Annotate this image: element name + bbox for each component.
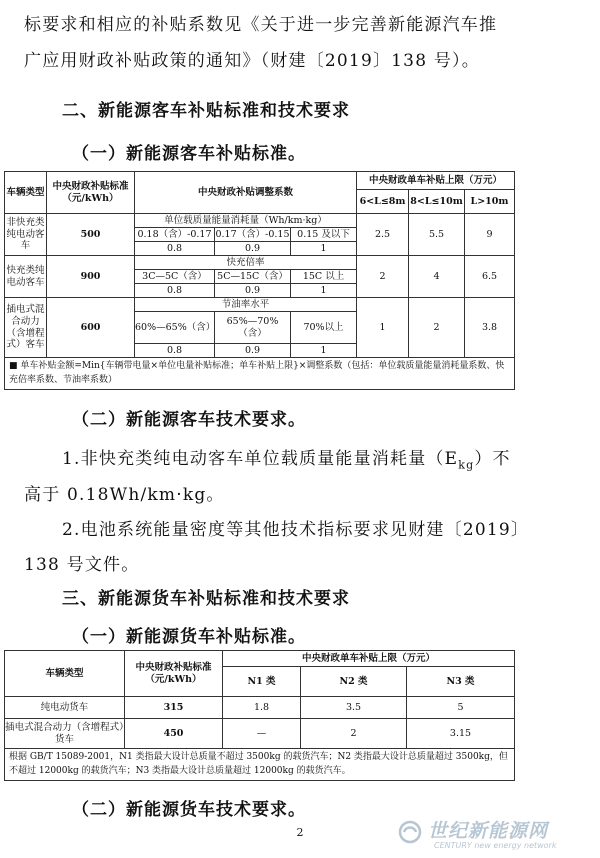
bus-row2-cap-3: 6.5 [465, 256, 515, 298]
truck-header-cap: 中央财政单车补贴上限（万元） [223, 651, 515, 667]
bus-row1-factor-2: 0.9 [215, 242, 291, 256]
bus-row2-standard: 900 [47, 256, 135, 298]
truck-tech-heading: （二）新能源货车技术要求。 [72, 800, 306, 820]
truck-header-n2: N2 类 [301, 667, 407, 697]
swirl-logo-icon [398, 820, 422, 844]
bus-row1-coef-title: 单位载质量能量消耗量（Wh/km·kg） [135, 214, 357, 228]
bus-row2-range-2: 5C—15C（含） [215, 270, 291, 284]
watermark [398, 816, 586, 854]
bus-row2-coef-title: 快充倍率 [135, 256, 357, 270]
bus-standard-heading: （一）新能源客车补贴标准。 [72, 144, 306, 164]
bus-header-len-3: L>10m [465, 190, 515, 214]
bus-row2-range-3: 15C 以上 [291, 270, 357, 284]
bus-row2-type: 快充类纯电动客车 [5, 256, 47, 298]
truck-header-n1: N1 类 [223, 667, 301, 697]
bus-subsidy-table [4, 171, 515, 390]
bus-row2-cap-1: 2 [357, 256, 409, 298]
bus-row1-cap-1: 2.5 [357, 214, 409, 256]
truck-table-note: 根据 GB/T 15089-2001，N1 类指最大设计总质量不超过 3500kg 的载货汽车；N2 类指最大设计总质量超过 3500kg，但不超过 12000kg 的载货汽车；N3 类指最大设计总质量超过 12000kg 的载货汽车。 [5, 749, 515, 781]
bus-row1-type: 非快充类纯电动客车 [5, 214, 47, 256]
bus-header-cap: 中央财政单车补贴上限（万元） [357, 172, 515, 190]
bus-row3-cap-2: 2 [409, 298, 465, 358]
truck-row2-n3: 3.15 [407, 719, 515, 749]
bus-header-standard: 中央财政补贴标准（元/kWh） [47, 172, 135, 214]
section-2-heading: 二、新能源客车补贴标准和技术要求 [62, 101, 350, 121]
bus-row3-type: 插电式混合动力（含增程式）客车 [5, 298, 47, 358]
bus-row3-factor-1: 0.8 [135, 344, 215, 358]
bus-row2-cap-2: 4 [409, 256, 465, 298]
section-3-heading: 三、新能源货车补贴标准和技术要求 [62, 589, 350, 609]
bus-row1-cap-3: 9 [465, 214, 515, 256]
intro-line-1: 标要求和相应的补贴系数见《关于进一步完善新能源汽车推 [24, 15, 498, 35]
bus-req-1-line-2: 高于 0.18Wh/km·kg。 [24, 485, 225, 505]
bus-row3-range-3: 70%以上 [291, 312, 357, 344]
bus-row1-cap-2: 5.5 [409, 214, 465, 256]
bus-header-len-2: 8<L≤10m [409, 190, 465, 214]
watermark-subtext: CENTURY new energy network [434, 841, 557, 850]
truck-subsidy-table [4, 650, 515, 781]
bus-req-2-line-1: 2.电池系统能量密度等其他技术指标要求见财建〔2019〕 [62, 520, 530, 540]
truck-row1-n1: 1.8 [223, 697, 301, 719]
bus-row3-factor-2: 0.9 [215, 344, 291, 358]
bus-row3-cap-1: 1 [357, 298, 409, 358]
bus-row3-range-2: 65%—70%（含） [215, 312, 291, 344]
bus-row2-range-1: 3C—5C（含） [135, 270, 215, 284]
truck-header-standard: 中央财政补贴标准（元/kWh） [125, 651, 223, 697]
bus-row2-factor-3: 1 [291, 284, 357, 298]
bus-row1-range-3: 0.15 及以下 [291, 228, 357, 242]
bus-row2-factor-1: 0.8 [135, 284, 215, 298]
truck-standard-heading: （一）新能源货车补贴标准。 [72, 627, 306, 647]
bus-row1-factor-1: 0.8 [135, 242, 215, 256]
truck-row1-n2: 3.5 [301, 697, 407, 719]
bus-header-type: 车辆类型 [5, 172, 47, 214]
page-number: 2 [296, 826, 304, 839]
bus-row3-standard: 600 [47, 298, 135, 358]
intro-line-2: 广应用财政补贴政策的通知》（财建〔2019〕138 号）。 [24, 51, 480, 71]
truck-row1-n3: 5 [407, 697, 515, 719]
truck-header-type: 车辆类型 [5, 651, 125, 697]
bus-row1-standard: 500 [47, 214, 135, 256]
bus-row2-factor-2: 0.9 [215, 284, 291, 298]
bus-row3-range-1: 60%—65%（含） [135, 312, 215, 344]
truck-row1-type: 纯电动货车 [5, 697, 125, 719]
bus-row1-range-1: 0.18（含）-0.17 [135, 228, 215, 242]
bus-row3-cap-3: 3.8 [465, 298, 515, 358]
bus-tech-heading: （二）新能源客车技术要求。 [72, 410, 306, 430]
truck-row2-standard: 450 [125, 719, 223, 749]
truck-row1-standard: 315 [125, 697, 223, 719]
bus-row3-coef-title: 节油率水平 [135, 298, 357, 312]
bus-table-note: ■ 单车补贴金额=Min{车辆带电量×单位电量补贴标准；单车补贴上限}×调整系数（包括：单位载质量能量消耗量系数、快充倍率系数、节油率系数） [5, 358, 515, 390]
bus-row3-factor-3: 1 [291, 344, 357, 358]
truck-header-n3: N3 类 [407, 667, 515, 697]
truck-row2-n1: — [223, 719, 301, 749]
watermark-text: 世纪新能源网 [428, 820, 549, 842]
bus-header-coef: 中央财政补贴调整系数 [135, 172, 357, 214]
bus-req-2-line-2: 138 号文件。 [24, 555, 140, 575]
bus-row1-range-2: 0.17（含）-0.15 [215, 228, 290, 240]
bus-header-len-1: 6<L≤8m [357, 190, 409, 214]
truck-row2-n2: 2 [301, 719, 407, 749]
bus-row1-factor-3: 1 [291, 242, 357, 256]
truck-row2-type: 插电式混合动力（含增程式）货车 [5, 719, 125, 749]
bus-req-1-line-1: 1.非快充类纯电动客车单位载质量能量消耗量$(E_{kg})$不 [62, 449, 511, 472]
